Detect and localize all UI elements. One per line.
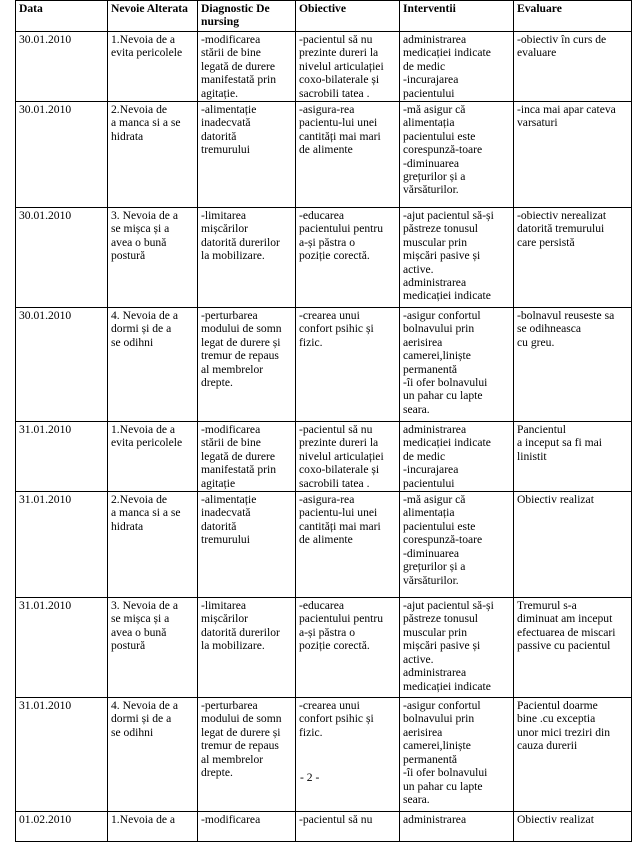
cell-evaluation: Obiectiv realizat xyxy=(514,812,632,842)
cell-need: 2.Nevoia de a manca si a se hidrata xyxy=(108,492,198,598)
cell-evaluation: -bolnavul reuseste sa se odihneasca cu greu. xyxy=(514,308,632,422)
cell-evaluation: Obiectiv realizat xyxy=(514,492,632,598)
cell-diagnostic: -perturbarea modului de somn legat de durere și tremur de repaus al membrelor drepte. xyxy=(198,308,296,422)
cell-intervention: -asigur confortul bolnavului prin aerisirea camerei,liniște permanentă -îi ofer bolnavului un pahar cu lapte seara. xyxy=(400,698,514,812)
cell-evaluation: -inca mai apar cateva varsaturi xyxy=(514,102,632,208)
cell-objective: -asigura-rea pacientu-lui unei cantități mai mari de alimente xyxy=(296,102,400,208)
page-number: - 2 - xyxy=(300,771,320,784)
cell-intervention: -ajut pacientul să-și păstreze tonusul muscular prin mișcări pasive și active. administrarea medicației indicate xyxy=(400,208,514,308)
table-header-row xyxy=(16,1,632,32)
cell-date: 30.01.2010 xyxy=(16,208,108,308)
cell-intervention: administrarea xyxy=(400,812,514,842)
cell-date: 30.01.2010 xyxy=(16,32,108,102)
header-date: Data xyxy=(16,1,108,32)
table-row xyxy=(16,32,632,102)
cell-diagnostic: -modificarea stării de bine legată de durere manifestată prin agitație xyxy=(198,422,296,492)
table-row xyxy=(16,308,632,422)
cell-evaluation: Tremurul s-a diminuat am inceput efectuarea de miscari passive cu pacientul xyxy=(514,598,632,698)
cell-need: 1.Nevoia de a xyxy=(108,812,198,842)
cell-need: 3. Nevoia de a se mișca și a avea o bună postură xyxy=(108,598,198,698)
cell-intervention: administrarea medicației indicate de medic -incurajarea pacientului xyxy=(400,422,514,492)
header-need: Nevoie Alterata xyxy=(108,1,198,32)
cell-date: 31.01.2010 xyxy=(16,598,108,698)
cell-evaluation: Pancientul a inceput sa fi mai linistit xyxy=(514,422,632,492)
cell-diagnostic: -modificarea stării de bine legată de durere manifestată prin agitație. xyxy=(198,32,296,102)
cell-intervention: -ajut pacientul să-și păstreze tonusul muscular prin mișcări pasive și active. administrarea medicației indicate xyxy=(400,598,514,698)
cell-diagnostic: -limitarea mișcărilor datorită durerilor la mobilizare. xyxy=(198,598,296,698)
header-diagnostic: Diagnostic De nursing xyxy=(198,1,296,32)
cell-date: 01.02.2010 xyxy=(16,812,108,842)
cell-need: 3. Nevoia de a se mișca și a avea o bună postură xyxy=(108,208,198,308)
table-row xyxy=(16,492,632,598)
cell-diagnostic: -limitarea mișcărilor datorită durerilor la mobilizare. xyxy=(198,208,296,308)
header-objectives: Obiective xyxy=(296,1,400,32)
cell-need: 4. Nevoia de a dormi și de a se odihni xyxy=(108,308,198,422)
cell-date: 31.01.2010 xyxy=(16,422,108,492)
cell-objective: -pacientul să nu prezinte dureri la nivelul articulației coxo-bilaterale și sacrobili tatea . xyxy=(296,32,400,102)
table-row xyxy=(16,812,632,842)
cell-objective: -crearea unui confort psihic și fizic. xyxy=(296,698,400,812)
cell-diagnostic: -modificarea xyxy=(198,812,296,842)
nursing-care-table xyxy=(15,0,632,842)
cell-diagnostic: -alimentație inadecvată datorită tremurului xyxy=(198,492,296,598)
cell-evaluation: -obiectiv în curs de evaluare xyxy=(514,32,632,102)
cell-need: 1.Nevoia de a evita pericolele xyxy=(108,32,198,102)
table-row xyxy=(16,598,632,698)
table-row xyxy=(16,698,632,812)
cell-diagnostic: -perturbarea modului de somn legat de durere și tremur de repaus al membrelor drepte. xyxy=(198,698,296,812)
header-interventions: Interventii xyxy=(400,1,514,32)
cell-need: 4. Nevoia de a dormi și de a se odihni xyxy=(108,698,198,812)
cell-objective: -educarea pacientului pentru a-și păstra o poziție corectă. xyxy=(296,208,400,308)
header-evaluation: Evaluare xyxy=(514,1,632,32)
cell-need: 1.Nevoia de a evita pericolele xyxy=(108,422,198,492)
cell-intervention: -mă asigur că alimentația pacientului este corespunză-toare -diminuarea grețurilor și a vărsăturilor. xyxy=(400,102,514,208)
cell-objective: -asigura-rea pacientu-lui unei cantități mai mari de alimente xyxy=(296,492,400,598)
cell-diagnostic: -alimentație inadecvată datorită tremurului xyxy=(198,102,296,208)
table-row xyxy=(16,102,632,208)
cell-date: 30.01.2010 xyxy=(16,308,108,422)
cell-date: 30.01.2010 xyxy=(16,102,108,208)
cell-intervention: -asigur confortul bolnavului prin aerisirea camerei,liniște permanentă -îi ofer bolnavului un pahar cu lapte seara. xyxy=(400,308,514,422)
cell-objective: -crearea unui confort psihic și fizic. xyxy=(296,308,400,422)
table-row xyxy=(16,208,632,308)
table-row xyxy=(16,422,632,492)
cell-date: 31.01.2010 xyxy=(16,698,108,812)
cell-intervention: administrarea medicației indicate de medic -incurajarea pacientului xyxy=(400,32,514,102)
cell-evaluation: Pacientul doarme bine .cu exceptia unor mici treziri din cauza durerii xyxy=(514,698,632,812)
cell-objective: -pacientul să nu prezinte dureri la nivelul articulației coxo-bilaterale și sacrobili tatea . xyxy=(296,422,400,492)
cell-evaluation: -obiectiv nerealizat datorită tremurului care persistă xyxy=(514,208,632,308)
cell-objective: -educarea pacientului pentru a-și păstra o poziție corectă. xyxy=(296,598,400,698)
cell-intervention: -mă asigur că alimentația pacientului este corespunză-toare -diminuarea grețurilor și a vărsăturilor. xyxy=(400,492,514,598)
cell-date: 31.01.2010 xyxy=(16,492,108,598)
cell-objective: -pacientul să nu xyxy=(296,812,400,842)
cell-need: 2.Nevoia de a manca si a se hidrata xyxy=(108,102,198,208)
